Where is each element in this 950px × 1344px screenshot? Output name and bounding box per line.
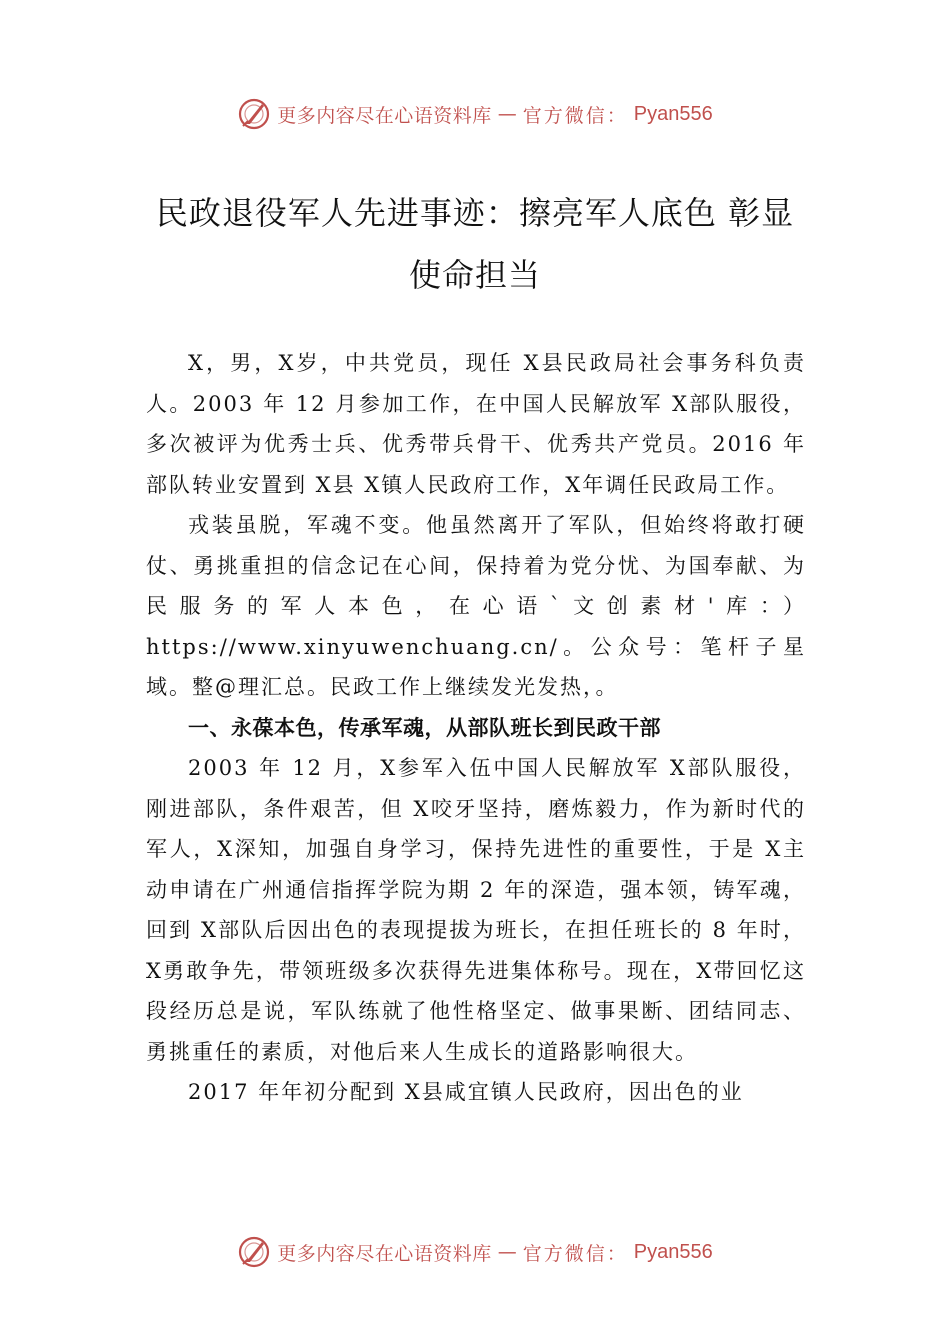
watermark-brand: 更多内容尽在心语资料库: [277, 104, 492, 127]
body-paragraph: 2003 年 12 月，X参军入伍中国人民解放军 X部队服役，刚进部队，条件艰苦，但 X咬牙坚持，磨炼毅力，作为新时代的军人，X深知，加强自身学习，保持先进性的重要性，于是 X主动申请在广州通信指挥学院为期 2 年的深造，强本领，铸军魂，回到 X部队后因出色的表现提拔为班长，在担任班长的 8 年时，X勇敢争先，带领班级多次获得先进集体称号。现在，X带回忆这段经历总是说，军队练就了他性格坚定、做事果断、团结同志、勇挑重任的素质，对他后来人生成长的道路影响很大。: [146, 756, 806, 1064]
body-paragraph: 2017 年年初分配到 X县咸宜镇人民政府，因出色的业: [188, 1080, 744, 1104]
body-paragraph: X，男，X岁，中共党员，现任 X县民政局社会事务科负责人。2003 年 12 月参加工作，在中国人民解放军 X部队服役，多次被评为优秀士兵、优秀带兵骨干、优秀共产党员。2016 年部队转业安置到 X县 X镇人民政府工作，X年调任民政局工作。: [146, 351, 806, 497]
header-watermark: [0, 94, 950, 134]
quill-logo-icon: [237, 97, 271, 131]
body-paragraph: 戎装虽脱，军魂不变。他虽然离开了军队，但始终将敢打硬仗、勇挑重担的信念记在心间，保持着为党分忧、为国奉献、为民服务的军人本色，在心语`文创素材'库：）https://www.xinyuwenchuang.cn/。公众号：笔杆子星域。整@理汇总。民政工作上继续发光发热，。: [146, 513, 806, 699]
watermark-label: 官方微信：: [522, 104, 628, 127]
document-title: 民政退役军人先进事迹：擦亮军人底色 彰显使命担当: [155, 194, 795, 294]
watermark-wechat-id: Pyan556: [633, 1240, 713, 1263]
watermark-label: 官方微信：: [522, 1242, 628, 1265]
footer-watermark: [0, 1232, 950, 1272]
watermark-wechat-id: Pyan556: [633, 102, 713, 125]
section-heading: 一、永葆本色，传承军魂，从部队班长到民政干部: [188, 715, 661, 740]
watermark-separator: —: [497, 1241, 517, 1263]
watermark-separator: —: [497, 103, 517, 125]
quill-logo-icon: [237, 1235, 271, 1269]
document-body: [146, 343, 806, 1113]
watermark-brand: 更多内容尽在心语资料库: [277, 1242, 492, 1265]
